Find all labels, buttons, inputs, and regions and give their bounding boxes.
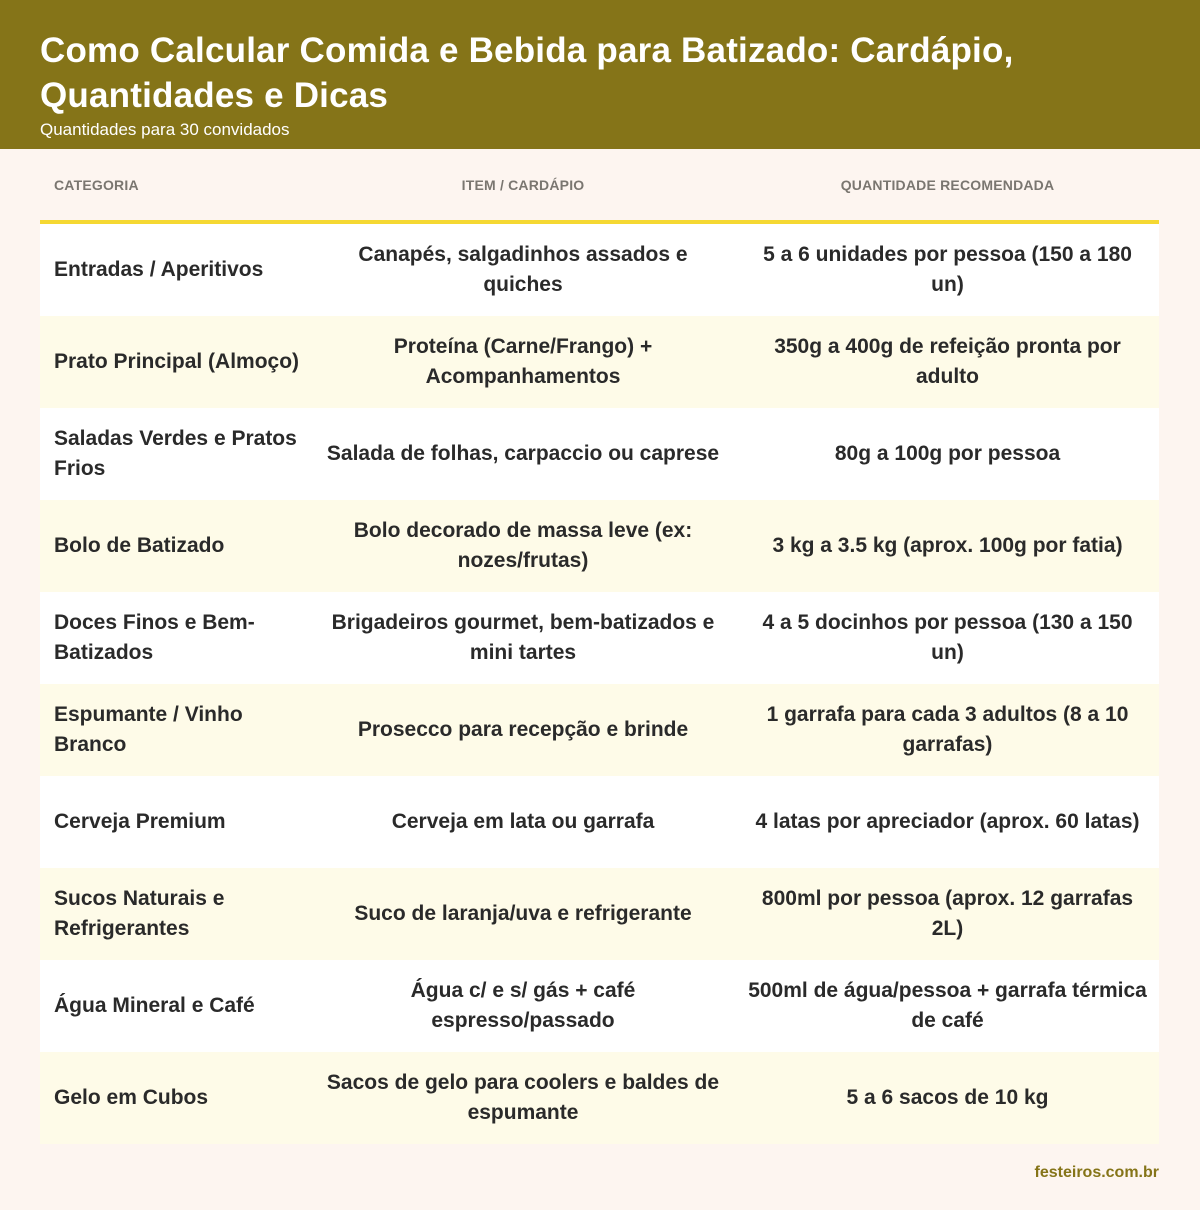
table-body [40, 224, 1159, 1144]
quantity-cell: 1 garrafa para cada 3 adultos (8 a 10 garrafas) [766, 703, 1129, 756]
item-cell: Água c/ e s/ gás + café espresso/passado [410, 979, 636, 1032]
column-header-item: ITEM / CARDÁPIO [461, 176, 585, 193]
item-cell: Bolo decorado de massa leve (ex: nozes/frutas) [353, 519, 693, 572]
table-row [40, 500, 1159, 592]
category-cell: Gelo em Cubos [54, 1086, 209, 1109]
column-header-quantity: QUANTIDADE RECOMENDADA [840, 176, 1055, 193]
table-header [40, 149, 1159, 224]
page-subtitle: Quantidades para 30 convidados [40, 120, 290, 139]
page-title: Como Calcular Comida e Bebida para Batizado: Cardápio, Quantidades e Dicas [40, 31, 1014, 115]
category-cell: Entradas / Aperitivos [54, 258, 264, 281]
column-header-category: CATEGORIA [54, 176, 139, 193]
table-row [40, 960, 1159, 1052]
quantity-cell: 5 a 6 sacos de 10 kg [846, 1086, 1049, 1109]
quantity-cell: 350g a 400g de refeição pronta por adulto [774, 335, 1121, 388]
category-cell: Prato Principal (Almoço) [54, 350, 300, 373]
table-row [40, 1052, 1159, 1144]
quantity-cell: 5 a 6 unidades por pessoa (150 a 180 un) [763, 243, 1132, 296]
source-credit: festeiros.com.br [1034, 1164, 1159, 1181]
table-row [40, 408, 1159, 500]
table-row [40, 684, 1159, 776]
category-cell: Espumante / Vinho Branco [54, 703, 243, 756]
quantity-cell: 4 latas por apreciador (aprox. 60 latas) [755, 810, 1140, 833]
item-cell: Brigadeiros gourmet, bem-batizados e mini tartes [331, 611, 715, 664]
item-cell: Canapés, salgadinhos assados e quiches [358, 243, 688, 296]
quantity-cell: 4 a 5 docinhos por pessoa (130 a 150 un) [762, 611, 1133, 664]
quantities-table [40, 149, 1159, 1144]
quantity-cell: 800ml por pessoa (aprox. 12 garrafas 2L) [761, 887, 1134, 940]
table-row [40, 592, 1159, 684]
item-cell: Salada de folhas, carpaccio ou caprese [326, 442, 720, 465]
category-cell: Água Mineral e Café [54, 994, 255, 1017]
category-cell: Bolo de Batizado [54, 534, 225, 557]
quantity-cell: 80g a 100g por pessoa [834, 442, 1061, 465]
item-cell: Prosecco para recepção e brinde [357, 718, 689, 741]
header-banner [0, 0, 1200, 149]
category-cell: Saladas Verdes e Pratos Frios [54, 427, 297, 480]
table-row [40, 316, 1159, 408]
item-cell: Proteína (Carne/Frango) + Acompanhamentos [393, 335, 653, 388]
quantity-cell: 3 kg a 3.5 kg (aprox. 100g por fatia) [772, 534, 1123, 557]
category-cell: Doces Finos e Bem-Batizados [54, 611, 255, 664]
table-row [40, 224, 1159, 316]
item-cell: Suco de laranja/uva e refrigerante [354, 902, 692, 925]
item-cell: Cerveja em lata ou garrafa [391, 810, 655, 833]
category-cell: Cerveja Premium [54, 810, 226, 833]
item-cell: Sacos de gelo para coolers e baldes de espumante [326, 1071, 720, 1124]
table-row [40, 776, 1159, 868]
quantity-cell: 500ml de água/pessoa + garrafa térmica de café [748, 979, 1147, 1032]
category-cell: Sucos Naturais e Refrigerantes [54, 887, 225, 940]
table-row [40, 868, 1159, 960]
